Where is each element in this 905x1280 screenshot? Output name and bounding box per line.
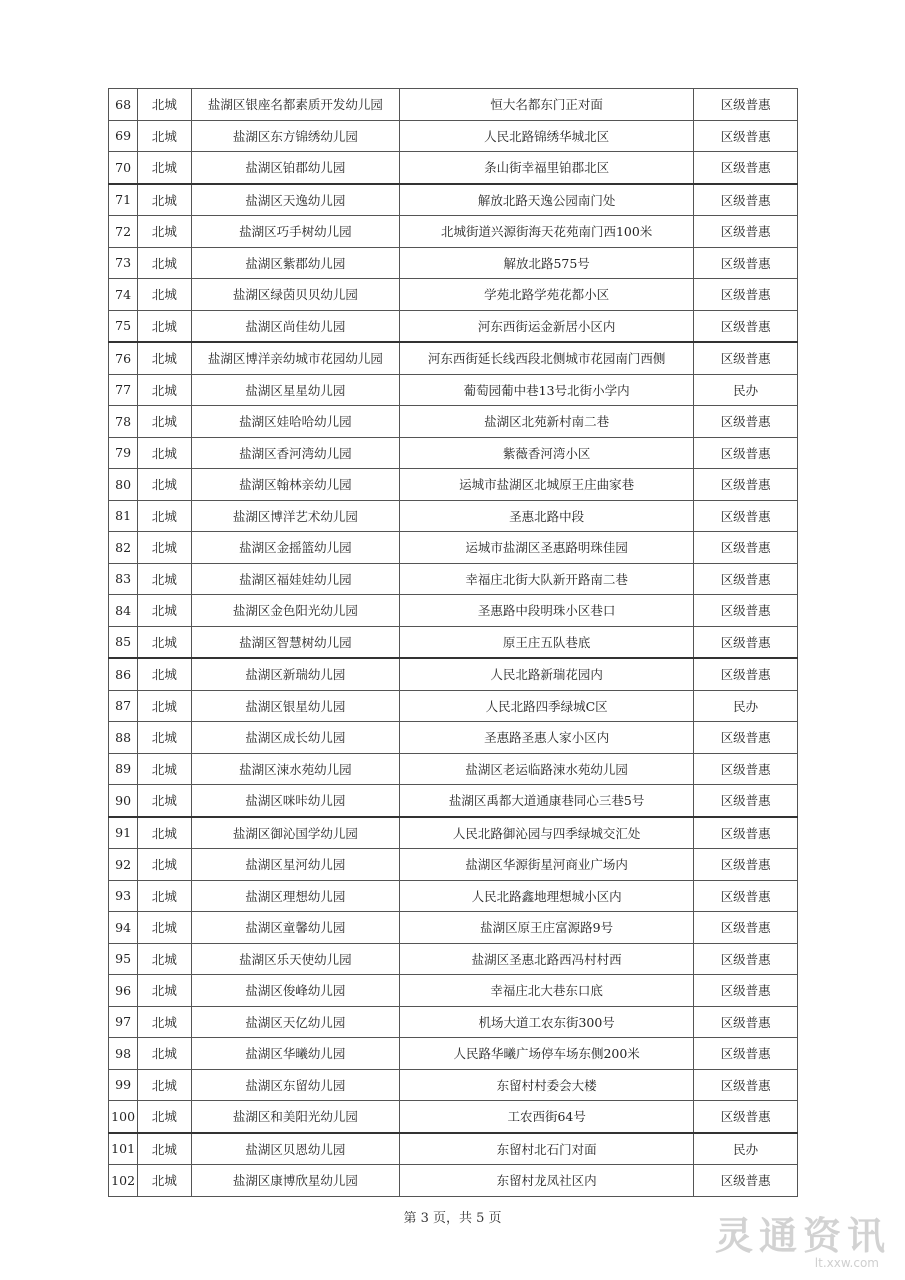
table-row <box>109 89 798 121</box>
row-type: 民办 <box>694 690 798 722</box>
row-address: 圣惠路圣惠人家小区内 <box>400 722 694 754</box>
row-kindergarten-name: 盐湖区涑水苑幼儿园 <box>191 753 400 785</box>
row-type: 区级普惠 <box>694 310 798 342</box>
row-number: 86 <box>109 658 138 690</box>
table-row <box>109 1069 798 1101</box>
row-number: 87 <box>109 690 138 722</box>
row-address: 盐湖区老运临路涑水苑幼儿园 <box>400 753 694 785</box>
table-row <box>109 152 798 184</box>
row-area: 北城 <box>138 722 191 754</box>
row-area: 北城 <box>138 1069 191 1101</box>
row-number: 99 <box>109 1069 138 1101</box>
table-row <box>109 880 798 912</box>
table-row <box>109 184 798 216</box>
row-number: 90 <box>109 785 138 817</box>
row-type: 区级普惠 <box>694 342 798 374</box>
row-address: 学苑北路学苑花都小区 <box>400 279 694 311</box>
table-row <box>109 722 798 754</box>
row-area: 北城 <box>138 1006 191 1038</box>
row-area: 北城 <box>138 310 191 342</box>
row-area: 北城 <box>138 912 191 944</box>
row-type: 区级普惠 <box>694 500 798 532</box>
row-type: 区级普惠 <box>694 1038 798 1070</box>
row-area: 北城 <box>138 658 191 690</box>
row-address: 人民北路鑫地理想城小区内 <box>400 880 694 912</box>
table-row <box>109 849 798 881</box>
row-address: 东留村村委会大楼 <box>400 1069 694 1101</box>
row-kindergarten-name: 盐湖区金摇篮幼儿园 <box>191 532 400 564</box>
table-row <box>109 1165 798 1197</box>
row-type: 区级普惠 <box>694 184 798 216</box>
row-area: 北城 <box>138 1038 191 1070</box>
row-kindergarten-name: 盐湖区博洋艺术幼儿园 <box>191 500 400 532</box>
row-kindergarten-name: 盐湖区翰林亲幼儿园 <box>191 469 400 501</box>
row-number: 71 <box>109 184 138 216</box>
row-type: 区级普惠 <box>694 1101 798 1133</box>
row-area: 北城 <box>138 1133 191 1165</box>
row-number: 95 <box>109 943 138 975</box>
table-row <box>109 1006 798 1038</box>
page-footer: 第 3 页，共 5 页 <box>403 1211 502 1226</box>
table-row <box>109 120 798 152</box>
row-area: 北城 <box>138 152 191 184</box>
row-kindergarten-name: 盐湖区天亿幼儿园 <box>191 1006 400 1038</box>
row-number: 81 <box>109 500 138 532</box>
row-number: 82 <box>109 532 138 564</box>
row-kindergarten-name: 盐湖区铂郡幼儿园 <box>191 152 400 184</box>
row-kindergarten-name: 盐湖区尚佳幼儿园 <box>191 310 400 342</box>
row-address: 人民北路新瑞花园内 <box>400 658 694 690</box>
row-address: 人民路华曦广场停车场东侧200米 <box>400 1038 694 1070</box>
row-area: 北城 <box>138 785 191 817</box>
row-type: 区级普惠 <box>694 469 798 501</box>
row-area: 北城 <box>138 184 191 216</box>
table-row <box>109 817 798 849</box>
row-area: 北城 <box>138 406 191 438</box>
row-area: 北城 <box>138 1165 191 1197</box>
row-type: 区级普惠 <box>694 658 798 690</box>
row-area: 北城 <box>138 469 191 501</box>
row-number: 88 <box>109 722 138 754</box>
row-area: 北城 <box>138 626 191 658</box>
row-number: 83 <box>109 563 138 595</box>
table-row <box>109 690 798 722</box>
row-kindergarten-name: 盐湖区金色阳光幼儿园 <box>191 595 400 627</box>
table-row <box>109 247 798 279</box>
row-address: 河东西街延长线西段北侧城市花园南门西侧 <box>400 342 694 374</box>
row-address: 工农西街64号 <box>400 1101 694 1133</box>
table-row <box>109 532 798 564</box>
row-kindergarten-name: 盐湖区康博欣星幼儿园 <box>191 1165 400 1197</box>
table-row <box>109 374 798 406</box>
row-area: 北城 <box>138 595 191 627</box>
row-address: 盐湖区华源街星河商业广场内 <box>400 849 694 881</box>
table-row <box>109 310 798 342</box>
row-kindergarten-name: 盐湖区咪咔幼儿园 <box>191 785 400 817</box>
row-number: 98 <box>109 1038 138 1070</box>
table-row <box>109 437 798 469</box>
row-type: 区级普惠 <box>694 1165 798 1197</box>
row-area: 北城 <box>138 247 191 279</box>
row-area: 北城 <box>138 279 191 311</box>
row-type: 区级普惠 <box>694 943 798 975</box>
row-area: 北城 <box>138 374 191 406</box>
row-kindergarten-name: 盐湖区银座名都素质开发幼儿园 <box>191 89 400 121</box>
row-area: 北城 <box>138 500 191 532</box>
row-area: 北城 <box>138 563 191 595</box>
row-address: 人民北路御沁园与四季绿城交汇处 <box>400 817 694 849</box>
row-number: 94 <box>109 912 138 944</box>
row-type: 区级普惠 <box>694 595 798 627</box>
row-number: 80 <box>109 469 138 501</box>
table-row <box>109 279 798 311</box>
table-row <box>109 1133 798 1165</box>
row-number: 93 <box>109 880 138 912</box>
row-kindergarten-name: 盐湖区理想幼儿园 <box>191 880 400 912</box>
row-address: 运城市盐湖区北城原王庄曲家巷 <box>400 469 694 501</box>
row-number: 72 <box>109 216 138 248</box>
row-number: 75 <box>109 310 138 342</box>
row-address: 圣惠北路中段 <box>400 500 694 532</box>
row-type: 区级普惠 <box>694 247 798 279</box>
row-kindergarten-name: 盐湖区银星幼儿园 <box>191 690 400 722</box>
row-kindergarten-name: 盐湖区东方锦绣幼儿园 <box>191 120 400 152</box>
row-address: 人民北路锦绣华城北区 <box>400 120 694 152</box>
row-area: 北城 <box>138 817 191 849</box>
row-address: 原王庄五队巷底 <box>400 626 694 658</box>
row-area: 北城 <box>138 89 191 121</box>
row-type: 区级普惠 <box>694 975 798 1007</box>
table-row <box>109 785 798 817</box>
row-number: 96 <box>109 975 138 1007</box>
row-area: 北城 <box>138 690 191 722</box>
row-kindergarten-name: 盐湖区成长幼儿园 <box>191 722 400 754</box>
row-address: 解放北路天逸公园南门处 <box>400 184 694 216</box>
row-address: 解放北路575号 <box>400 247 694 279</box>
row-kindergarten-name: 盐湖区天逸幼儿园 <box>191 184 400 216</box>
row-number: 68 <box>109 89 138 121</box>
row-kindergarten-name: 盐湖区东留幼儿园 <box>191 1069 400 1101</box>
watermark <box>715 1205 891 1270</box>
table-row <box>109 342 798 374</box>
row-address: 运城市盐湖区圣惠路明珠佳园 <box>400 532 694 564</box>
row-area: 北城 <box>138 216 191 248</box>
row-type: 区级普惠 <box>694 152 798 184</box>
row-type: 民办 <box>694 374 798 406</box>
row-number: 70 <box>109 152 138 184</box>
row-number: 69 <box>109 120 138 152</box>
row-number: 73 <box>109 247 138 279</box>
row-address: 人民北路四季绿城C区 <box>400 690 694 722</box>
row-kindergarten-name: 盐湖区星星幼儿园 <box>191 374 400 406</box>
row-type: 区级普惠 <box>694 89 798 121</box>
table-row <box>109 500 798 532</box>
row-address: 北城街道兴源街海天花苑南门西100米 <box>400 216 694 248</box>
row-kindergarten-name: 盐湖区紫郡幼儿园 <box>191 247 400 279</box>
table-row <box>109 626 798 658</box>
row-area: 北城 <box>138 532 191 564</box>
row-number: 91 <box>109 817 138 849</box>
row-type: 区级普惠 <box>694 406 798 438</box>
row-type: 区级普惠 <box>694 785 798 817</box>
row-kindergarten-name: 盐湖区乐天使幼儿园 <box>191 943 400 975</box>
row-area: 北城 <box>138 753 191 785</box>
row-kindergarten-name: 盐湖区博洋亲幼城市花园幼儿园 <box>191 342 400 374</box>
watermark-logo-text: 灵通资讯 <box>714 1214 891 1258</box>
row-type: 区级普惠 <box>694 563 798 595</box>
row-type: 区级普惠 <box>694 722 798 754</box>
table-row <box>109 595 798 627</box>
row-area: 北城 <box>138 943 191 975</box>
row-area: 北城 <box>138 437 191 469</box>
row-area: 北城 <box>138 120 191 152</box>
row-address: 盐湖区禹都大道通康巷同心三巷5号 <box>400 785 694 817</box>
row-address: 盐湖区圣惠北路西冯村村西 <box>400 943 694 975</box>
row-kindergarten-name: 盐湖区香河湾幼儿园 <box>191 437 400 469</box>
row-address: 河东西街运金新居小区内 <box>400 310 694 342</box>
watermark-url: lt.xxw.com <box>814 1256 879 1270</box>
row-number: 84 <box>109 595 138 627</box>
table-row <box>109 1038 798 1070</box>
row-kindergarten-name: 盐湖区福娃娃幼儿园 <box>191 563 400 595</box>
row-type: 区级普惠 <box>694 912 798 944</box>
row-kindergarten-name: 盐湖区华曦幼儿园 <box>191 1038 400 1070</box>
row-area: 北城 <box>138 1101 191 1133</box>
row-kindergarten-name: 盐湖区俊峰幼儿园 <box>191 975 400 1007</box>
row-address: 条山街幸福里铂郡北区 <box>400 152 694 184</box>
table-row <box>109 658 798 690</box>
row-type: 区级普惠 <box>694 849 798 881</box>
row-type: 区级普惠 <box>694 626 798 658</box>
row-number: 101 <box>109 1133 138 1165</box>
row-number: 79 <box>109 437 138 469</box>
row-address: 恒大名都东门正对面 <box>400 89 694 121</box>
row-address: 盐湖区北苑新村南二巷 <box>400 406 694 438</box>
row-kindergarten-name: 盐湖区新瑞幼儿园 <box>191 658 400 690</box>
row-address: 盐湖区原王庄富源路9号 <box>400 912 694 944</box>
row-address: 葡萄园葡中巷13号北街小学内 <box>400 374 694 406</box>
row-address: 东留村龙凤社区内 <box>400 1165 694 1197</box>
row-address: 幸福庄北大巷东口底 <box>400 975 694 1007</box>
row-area: 北城 <box>138 975 191 1007</box>
row-address: 东留村北石门对面 <box>400 1133 694 1165</box>
row-kindergarten-name: 盐湖区和美阳光幼儿园 <box>191 1101 400 1133</box>
row-number: 78 <box>109 406 138 438</box>
row-type: 区级普惠 <box>694 1069 798 1101</box>
row-type: 区级普惠 <box>694 817 798 849</box>
row-type: 区级普惠 <box>694 1006 798 1038</box>
row-type: 区级普惠 <box>694 753 798 785</box>
row-kindergarten-name: 盐湖区娃哈哈幼儿园 <box>191 406 400 438</box>
row-area: 北城 <box>138 849 191 881</box>
row-kindergarten-name: 盐湖区绿茵贝贝幼儿园 <box>191 279 400 311</box>
row-area: 北城 <box>138 342 191 374</box>
row-number: 97 <box>109 1006 138 1038</box>
row-number: 74 <box>109 279 138 311</box>
row-number: 102 <box>109 1165 138 1197</box>
row-number: 77 <box>109 374 138 406</box>
table-row <box>109 1101 798 1133</box>
row-number: 89 <box>109 753 138 785</box>
row-kindergarten-name: 盐湖区巧手树幼儿园 <box>191 216 400 248</box>
row-number: 100 <box>109 1101 138 1133</box>
row-type: 区级普惠 <box>694 279 798 311</box>
table-row <box>109 943 798 975</box>
row-type: 区级普惠 <box>694 437 798 469</box>
row-address: 紫薇香河湾小区 <box>400 437 694 469</box>
row-type: 区级普惠 <box>694 880 798 912</box>
row-number: 92 <box>109 849 138 881</box>
row-kindergarten-name: 盐湖区童馨幼儿园 <box>191 912 400 944</box>
table-row <box>109 216 798 248</box>
table-row <box>109 406 798 438</box>
row-kindergarten-name: 盐湖区智慧树幼儿园 <box>191 626 400 658</box>
table-row <box>109 563 798 595</box>
kindergarten-table <box>108 88 798 1197</box>
row-kindergarten-name: 盐湖区御沁国学幼儿园 <box>191 817 400 849</box>
row-type: 区级普惠 <box>694 216 798 248</box>
row-address: 幸福庄北街大队新开路南二巷 <box>400 563 694 595</box>
row-area: 北城 <box>138 880 191 912</box>
table-row <box>109 975 798 1007</box>
table-body <box>109 89 798 1197</box>
row-kindergarten-name: 盐湖区星河幼儿园 <box>191 849 400 881</box>
table-row <box>109 753 798 785</box>
row-address: 圣惠路中段明珠小区巷口 <box>400 595 694 627</box>
row-type: 民办 <box>694 1133 798 1165</box>
table-row <box>109 469 798 501</box>
row-number: 76 <box>109 342 138 374</box>
row-type: 区级普惠 <box>694 120 798 152</box>
table-row <box>109 912 798 944</box>
row-type: 区级普惠 <box>694 532 798 564</box>
row-kindergarten-name: 盐湖区贝恩幼儿园 <box>191 1133 400 1165</box>
row-address: 机场大道工农东街300号 <box>400 1006 694 1038</box>
row-number: 85 <box>109 626 138 658</box>
